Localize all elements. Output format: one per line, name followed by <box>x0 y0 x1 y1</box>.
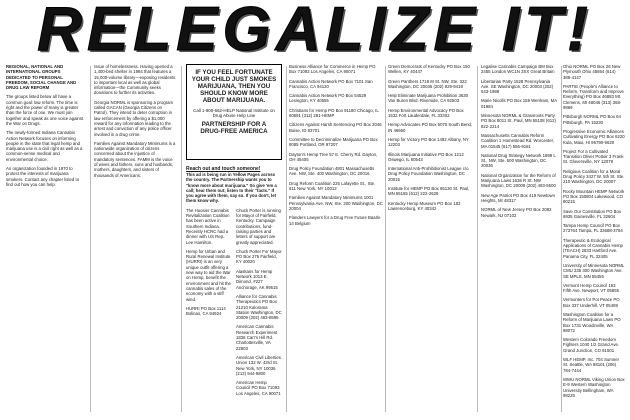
reach-column <box>186 166 282 414</box>
list-item: Committee to Decriminalize Marijuana PO Box 8085 Portland, OR 97207 <box>289 136 378 148</box>
list-item: American Civil Liberties Union 132 W. 43rd St. New York, NY 10036 (212) 944-9800 <box>236 354 281 376</box>
list-item: National Organization for the Reform of Marijuana Laws 1636 R St. NW Washington, DC 20009 (202) 483-5500 <box>481 172 556 189</box>
list-item: Green Democrats of Kentucky PO Box 150 Wellen, KY 40447 <box>388 64 470 75</box>
column-divider <box>90 66 91 412</box>
list-item: Citizens Against Harsh Sentencing PO Box 2046 Boise, ID 83701 <box>289 122 382 133</box>
list-item: Drug Policy Foundation 4801 Massachusetts Ave. NW, Ste. 400 Washington, DC 20016 <box>289 166 375 177</box>
list-item: National Drug Strategy Network 1899 L St., NW, Ste. 500 Washington, DC 20036 <box>481 152 556 169</box>
list-item: Help Eliminate Marijuana Prohibition 3630 Van Buren Blvd. Riverside, CA 92503 <box>388 93 469 104</box>
list-item: Hemp for Victory PO Box 1492 Albany, NY 12203 <box>388 136 469 148</box>
list-item: Families Against Mandatory Minimums 1001 Pennsylvania Ave. NW, Ste. 200 Washington, DC 20004 <box>289 195 383 211</box>
list-item: Illinois Marijuana Initiative PO Box 1212 Oswego, IL 60543 <box>388 151 464 162</box>
list-item: Ohio NORML PO Box 26 New Plymouth Ohio 45654 (614) 385-4147 <box>563 64 621 80</box>
column-divider <box>181 66 182 412</box>
list-item: Alliance for Cannabis Therapeutics PO Box 21210 Kalorama Station Washington, DC 20009 (202) 483-8595 <box>236 293 282 321</box>
list-item: WWU NORML Viking Union Box E-9 Western Washington University Bellingham, WA 98225 <box>563 376 625 398</box>
list-item: Libertarian Party 1528 Pennsylvania Ave. SE Washington, DC 20003 (202) 543-1988 <box>481 78 554 95</box>
list-item: Save Our Constitution PO Box 6935 Gainesville, FL 32604 <box>563 208 622 219</box>
directory-column-4 <box>563 64 625 414</box>
list-item: American Hemp Council PO Box 71093 Los Angeles, CA 90071 <box>236 380 281 396</box>
list-item: Institute for HEMP PO Box 65130 St. Paul, MN 55165 (612) 222-2628 <box>388 186 470 197</box>
list-item: Tampa Hemp Council PO Box 273764 Tampa, FL 33688-3764 <box>563 223 623 234</box>
reach-heading: Reach out and touch someone! <box>186 166 261 172</box>
list-item: Kentucky Hemp Museum PO Box 183 Lawrenceburg, KY 40342 <box>388 200 461 211</box>
intro-paragraph: The groups listed below all have a common goal: law reform. The time is right and the power of many is greater than the force of one. We must join together and speak as one voice against the War on Drugs. <box>6 94 84 126</box>
news-paragraph: Issue of homelessness. Having opened a 1,400-bed shelter in 1984 that features a 15,000-volume library—exposing residents to important local as well as global information—the Community seeks donations to further its activities. <box>94 64 176 96</box>
list-item: Legalise Cannabis Campaign BM Box 2455 London WC1N 3XX Great Britain <box>481 64 555 75</box>
list-item: Drug Reform Coalition 225 Lafayette St., Ste. 611 New York, NY 10012 <box>289 180 376 192</box>
list-item: International Anti-Prohibitionist League c/o Drug Policy Foundation Washington, DC 20016 <box>388 166 469 182</box>
list-item: Cannabis Action Network PO Box 54529 Lexington, KY 40555 <box>289 93 367 104</box>
reach-body: This ad is being run in Yellow Pages across the country. The Partnership wants you to "know more about marijuana." So give 'em a call; hear them out; listen to their "facts." If you agree with them, say so. If you don't, let them know why. <box>186 172 277 204</box>
directory-column-2 <box>388 64 474 414</box>
list-item: Rocky Mountain HEMP Network PO Box 150804 Lakewood, CO 80215 <box>563 188 625 205</box>
list-item: Cannabis Action Network PO Box 7101 San Francisco, CA 94120 <box>289 78 373 89</box>
list-item: WLF HEMP, Inc. 704 Sumner St. Seattle, WA 98101 (206) 784-7444 <box>563 357 620 373</box>
list-item: Alaskans for Hemp Network 1013 E. Dimond, #227 Anchorage, AK 99515 <box>236 268 278 290</box>
list-item: Chuck Porter For Mayor PO Box 276 Fairfield, KY 40020 <box>236 248 282 265</box>
list-item: Christians for Hemp PO Box 91180 Chicago, IL 60691 (312) 281-HEMP <box>289 107 379 119</box>
list-item: Pittsburgh NORML PO Box 64 Pittsburgh, PA 15230 <box>563 114 621 125</box>
news-column <box>94 64 176 414</box>
column-divider <box>561 66 562 412</box>
intro-column <box>6 64 86 414</box>
directory-column-3 <box>481 64 559 414</box>
list-item: Massachusetts Cannabis Reform Coalition 1 Homestead Rd. Worcester, MA 01545 (617) 556-9181 <box>481 132 555 149</box>
advert-box <box>186 64 282 160</box>
list-item: Minnesota NORML & Grassroots Party PO Box 8011 St. Paul, MN 55108 (612) 822-2214 <box>481 113 556 129</box>
column-divider <box>385 66 386 412</box>
banner-title: RELEGALIZE IT! <box>37 0 593 64</box>
list-item: Vermont Hemp Council 163 Fifth Ave. Newport, VT 05855 <box>563 282 619 294</box>
list-item: NORML of New Jersey PO Box 2082 Newark, NJ 07102 <box>481 207 552 218</box>
list-item: New Age Patriot PO Box 419 Newtown Heights, MI 48317 <box>481 192 556 203</box>
list-item: Religious Coalition for a Moral Drug Policy 3427 W. 5th St. Ste. 210 Washington, DC 20007 <box>563 168 625 185</box>
advert-org: PARTNERSHIP FOR A DRUG-FREE AMERICA <box>200 121 268 136</box>
list-item: Therapeutic & Ecological Applications of Cannabis Hemp (TEACH) 2833 Hartford Ave. Panama City, FL 32405 <box>563 237 623 259</box>
directory-column-1 <box>289 64 383 414</box>
list-item: HURRI PO Box 1114 Bolinas, CA 94924 <box>186 305 226 317</box>
news-paragraph: Georgia NORML is sponsoring a program called GACAN (Georgia Citizens on Patrol). They intend to deter corruption in law enforcement by offering a $1,000 reward for any information leading to the arrest and conviction of any police officer involved in a drug crime. <box>94 99 174 137</box>
intro-paragraph: The newly-formed Indiana Cannabis Action Network focuses on informing people in the state that legal hemp and marijuana use is a civil right as well as a common-sense medical and environmental choice. <box>6 130 83 162</box>
list-item: Hemp for Urban and Rural Renewal Institute (HURRI) is an very unique outfit offering a new way to aid the War on Hemp, benefit the environment and hit the cannabis sales of the economy with a stiff wind. <box>186 248 231 302</box>
page-banner <box>0 0 630 64</box>
list-item: Western Colorado Freedom Fighters 1040 1/2 Grand Ave. Grand Junction, CO 81501 <box>563 337 620 353</box>
list-item: Business Alliance for Commerce in Hemp PO Box 71093 Los Angeles, CA 90071 <box>289 64 376 75</box>
intro-heading: REGIONAL, NATIONAL AND INTERNATIONAL GROUPS DEDICATED TO PERSONAL FREEDOM, SOCIAL CHANGE AND DRUG LAW REFORM <box>6 64 77 91</box>
list-item: Green Panthers 1718 M St. NW, Ste. 322 Washington, DC 20036 (202) 829-9419 <box>388 78 467 89</box>
intro-paragraph: An organization founded in 1970 to protect the interests of marijuana smokers. Contact any chapter listed to find out how you can help. <box>6 166 80 187</box>
list-item: Chuck Porter is running for Mayor of Fairfield, Kentucky. Campaign contributions, fund-raising parties and letters of support are greatly appreciated. <box>236 207 281 245</box>
list-item: Hemp Advocates PO Box 5075 South Bend, IN 46660 <box>388 122 473 133</box>
list-item: PARTIE (People's Alliance to Reform, Transform and Improve Everything) PO Box 46883 Mt. Clemens, MI 48046 (313) 358-9869 <box>563 83 624 111</box>
list-item: American Cannabis Research Experiment 1836 Carr's Hill Rd. Charlottesville, VA 22903 <box>236 324 278 351</box>
list-item: The Hoosier Cannabis Revitalization Coalition has been active in Southern Indiana. Recently HCRC had a dinner with US Rep. Lee Hamilton. <box>186 207 230 245</box>
list-item: Washington Coalition for a Reform of Marijuana Laws PO Box 1731 Woodinville, WA 98072 <box>563 311 621 333</box>
news-paragraph: Families Against Mandatory Minimums is a nationwide organization of citizens concerned about the injustice of mandatory sentences. FAMM is the voice of wives and fathers, sons and husbands, mothers, daughters, and sisters of thousands of Americans. <box>94 140 176 178</box>
column-divider <box>477 66 478 412</box>
list-item: Flanders Lawyers for a Drug Free Future Baarle 14 Belgium <box>289 215 381 226</box>
advert-headline: IF YOU FEEL FORTUNATE YOUR CHILD JUST SMOKES MARIJUANA, THEN YOU SHOULD KNOW MORE ABOUT MARIJUANA. <box>191 69 277 104</box>
list-item: University of Minnesota NORML CMU 235 300 Washington Ave. SE MPLS, MN 55455 <box>563 262 625 279</box>
list-item: Dayton's Hemp Tree 57 E. Cherry Rd. Dayton, OH 45405 <box>289 151 378 162</box>
list-item: Project For a Cultivated Transition Oliver Pottoir 3 Frank St. Gloversville, NY 12078 <box>563 148 624 165</box>
list-item: Hemp Environmental Advocacy PO Box 1532 Fort Lauderdale, FL 33302 <box>388 107 464 119</box>
list-item: Vermonters for Pot Peace PO Box 337 Underhill, VT 05489 <box>563 297 620 308</box>
list-item: Progressive Economic Alliances Cultivating Energy PO Box 6220 Kula, Maui, HI 96790-9620 <box>563 128 625 145</box>
advert-phone: Call 1-800-662-HELP National Institute on Drug Abuse Help Line <box>193 108 275 119</box>
column-divider <box>286 66 287 412</box>
list-item: Marie Nicolls PO Box 159 Wenham, MA 01984 <box>481 98 557 109</box>
